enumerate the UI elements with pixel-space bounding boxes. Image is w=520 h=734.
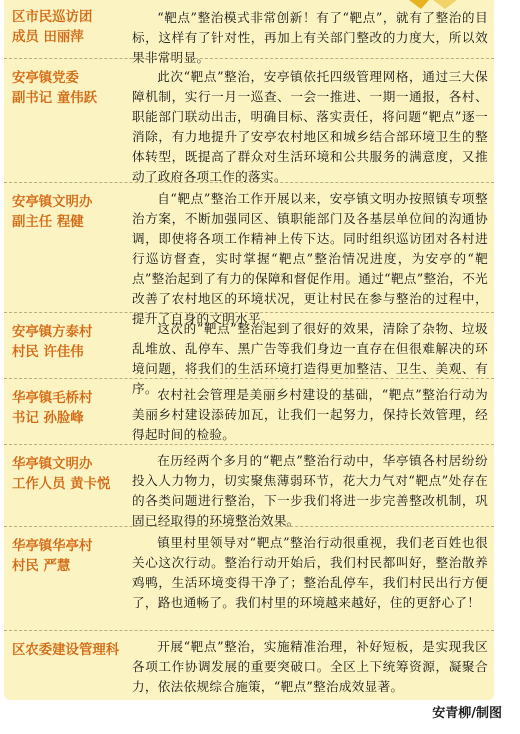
quote-text: 开展“靶点”整治，实施精准治理，补好短板，是实现我区各项工作协调发展的重要突破口。全区上下统筹资源，凝聚合力，依法依规综合施策，“靶点”整治成效显著。 [132,639,488,694]
speaker-label [12,69,130,109]
speaker-person: 书记 孙脸峰 [12,411,84,426]
quote-text: 在历经两个多月的“靶点”整治行动中，华亭镇各村居纷纷投入人力物力，切实聚焦薄弱环节，花大力气对“靶点”处存在的各类问题进行整治，下一步我们将进一步完善整改机制，巩固已经取得的环境整治效果。 [132,453,488,528]
entry-row [4,312,494,396]
speaker-label [12,323,130,363]
speaker-org: 区农委建设管理科 [12,643,120,658]
quote-text: 此次“靶点”整治，安亭镇依托四级管理网格，通过三大保障机制，实行一月一巡查、一会一推进、一期一通报，各村、职能部门联动出击，明确目标、落实责任，将问题“靶点”逐一消除，有力地提升了安亭农村地区和城乡结合部环境卫生的整体转型，既提高了群众对生活环境和公共服务的满意度，又推动了政府各项工作的落实。 [132,69,488,184]
entry-row [4,378,494,444]
speaker-person: 副书记 童伟跃 [12,91,98,106]
speaker-org: 区市民巡访团 [12,10,93,25]
entry-row [4,526,494,630]
speaker-org: 安亭镇方泰村 [12,325,93,340]
speaker-label [12,8,130,48]
entry-row [4,182,494,326]
speaker-org: 安亭镇党委 [12,71,79,86]
speaker-person: 村民 许佳伟 [12,345,84,360]
quote-text: 这次的“靶点”整治起到了很好的效果，清除了杂物、垃圾乱堆放、乱停车、黑广告等我们身边一直存在但很难解决的环境问题，将我们的生活环境打造得更加整洁、卫生、美观、有序。 [132,321,488,396]
speaker-label [12,455,130,495]
entry-row [4,0,494,65]
speaker-label [12,537,130,577]
quote-text: 镇里村里领导对“靶点”整治行动很重视，我们老百姓也很关心这次行动。整治行动开始后，我们村民都叫好，整治散养鸡鸭，生活环境变得干净了；整治乱停车，我们村民出行方便了，路也通畅了。我们村里的环境越来越好，住的更舒心了！ [132,535,488,610]
speaker-person: 工作人员 黄卡悦 [12,477,111,492]
quote-text: 自“靶点”整治工作开展以来，安亭镇文明办按照镇专项整治方案，不断加强同区、镇职能部门及各基层单位间的沟通协调，即使将各项工作精神上传下达。同时组织巡访团对各村进行巡访督查，实时掌握“靶点”整治情况进度，为安亭的“靶点”整治起到了有力的保障和督促作用。通过“靶点”整治，不光改善了农村地区的环境状况，更让村民在参与整治的过程中，提升了自身的文明水平。 [132,191,488,326]
speaker-person: 副主任 程健 [12,215,84,230]
content-panel [4,0,494,700]
graphic-credit: 安青柳/制图 [432,706,502,721]
speaker-person: 成员 田丽萍 [12,30,84,45]
speaker-label [12,193,130,233]
speaker-org: 安亭镇文明办 [12,195,93,210]
entry-row [4,58,494,182]
speaker-org: 华亭镇毛桥村 [12,391,93,406]
speaker-label [12,641,130,661]
speaker-org: 华亭镇文明办 [12,457,93,472]
entry-row [4,630,494,700]
speaker-org: 华亭镇华亭村 [12,539,93,554]
quote-text: “靶点”整治模式非常创新！有了“靶点”，就有了整治的目标，这样有了针对性，再加上有关部门整改的力度大，所以效果非常明显。 [132,10,488,65]
quote-text: 农村社会管理是美丽乡村建设的基础，“靶点”整治行动为美丽乡村建设添砖加瓦，让我们一起努力，保持长效管理，经得起时间的检验。 [132,387,488,442]
speaker-label [12,389,130,429]
entry-row [4,444,494,526]
speaker-person: 村民 严慧 [12,559,71,574]
